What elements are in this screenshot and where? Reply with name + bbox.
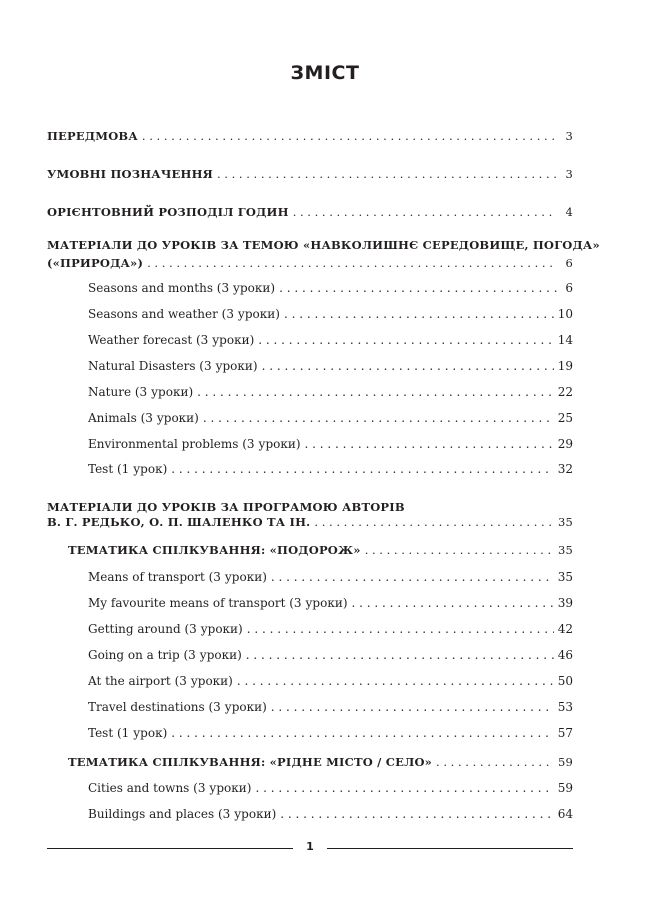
toc-subentry[interactable] bbox=[88, 596, 573, 610]
section-heading-line1: МАТЕРІАЛИ ДО УРОКІВ ЗА ТЕМОЮ «НАВКОЛИШНЄ СЕРЕДОВИЩЕ, ПОГОДА» bbox=[47, 238, 600, 252]
toc-entry-label: Seasons and weather (3 уроки) bbox=[88, 307, 280, 321]
toc-page-number: 6 bbox=[565, 281, 573, 295]
toc-page-number: 32 bbox=[557, 462, 573, 476]
toc-entry-section1[interactable] bbox=[47, 256, 573, 270]
toc-entry-label: Animals (3 уроки) bbox=[88, 411, 199, 425]
toc-entry-label: ПЕРЕДМОВА bbox=[47, 129, 138, 143]
toc-entry-label: Environmental problems (3 уроки) bbox=[88, 437, 301, 451]
toc-subentry[interactable] bbox=[88, 781, 573, 795]
toc-subentry[interactable] bbox=[88, 411, 573, 425]
toc-page-number: 46 bbox=[557, 648, 573, 662]
toc-entry-label: Nature (3 уроки) bbox=[88, 385, 194, 399]
toc-page-number: 35 bbox=[557, 515, 573, 529]
toc-subentry[interactable] bbox=[88, 462, 573, 476]
leader-dots bbox=[142, 129, 557, 143]
toc-entry-section2[interactable] bbox=[47, 515, 573, 529]
toc-subentry[interactable] bbox=[88, 674, 573, 688]
toc-entry-label: ТЕМАТИКА СПІЛКУВАННЯ: «ПОДОРОЖ» bbox=[68, 543, 361, 557]
toc-entry-label: Means of transport (3 уроки) bbox=[88, 570, 267, 584]
leader-dots bbox=[280, 807, 553, 821]
toc-page-number: 50 bbox=[557, 674, 573, 688]
toc-page-number: 64 bbox=[557, 807, 573, 821]
footer-rule-left bbox=[47, 848, 293, 849]
leader-dots bbox=[271, 700, 554, 714]
toc-subentry[interactable] bbox=[88, 281, 573, 295]
toc-page-number: 6 bbox=[565, 256, 573, 270]
toc-page-number: 3 bbox=[565, 129, 573, 143]
toc-entry-label: Weather forecast (3 уроки) bbox=[88, 333, 255, 347]
leader-dots bbox=[255, 781, 553, 795]
toc-entry-hours[interactable] bbox=[47, 205, 573, 219]
leader-dots bbox=[305, 437, 554, 451]
toc-page-number: 19 bbox=[557, 359, 573, 373]
leader-dots bbox=[247, 622, 554, 636]
leader-dots bbox=[314, 515, 554, 529]
toc-page-number: 39 bbox=[557, 596, 573, 610]
toc-subentry[interactable] bbox=[88, 700, 573, 714]
toc-entry-label: My favourite means of transport (3 уроки) bbox=[88, 596, 348, 610]
toc-entry-label: At the airport (3 уроки) bbox=[88, 674, 233, 688]
toc-entry-label: Seasons and months (3 уроки) bbox=[88, 281, 276, 295]
toc-subentry[interactable] bbox=[88, 622, 573, 636]
toc-page-number: 42 bbox=[557, 622, 573, 636]
toc-entry-label: Getting around (3 уроки) bbox=[88, 622, 243, 636]
toc-entry-label: ОРІЄНТОВНИЙ РОЗПОДІЛ ГОДИН bbox=[47, 205, 289, 219]
leader-dots bbox=[352, 596, 554, 610]
toc-subentry[interactable] bbox=[88, 359, 573, 373]
toc-subentry[interactable] bbox=[88, 648, 573, 662]
toc-page-number: 35 bbox=[557, 543, 573, 557]
leader-dots bbox=[293, 205, 557, 219]
toc-entry-label: УМОВНІ ПОЗНАЧЕННЯ bbox=[47, 167, 213, 181]
leader-dots bbox=[365, 543, 554, 557]
toc-topic-hometown[interactable] bbox=[68, 755, 573, 769]
toc-subentry[interactable] bbox=[88, 726, 573, 740]
toc-page-number: 57 bbox=[557, 726, 573, 740]
leader-dots bbox=[262, 359, 554, 373]
toc-entry-preface[interactable] bbox=[47, 129, 573, 143]
toc-page-number: 14 bbox=[557, 333, 573, 347]
toc-page-number: 29 bbox=[557, 437, 573, 451]
leader-dots bbox=[258, 333, 553, 347]
leader-dots bbox=[203, 411, 554, 425]
footer-page-number: 1 bbox=[306, 840, 314, 853]
toc-entry-label: Travel destinations (3 уроки) bbox=[88, 700, 267, 714]
footer-rule-right bbox=[327, 848, 573, 849]
toc-subentry[interactable] bbox=[88, 333, 573, 347]
section-heading-line1: МАТЕРІАЛИ ДО УРОКІВ ЗА ПРОГРАМОЮ АВТОРІВ bbox=[47, 500, 405, 514]
toc-entry-label: Test (1 урок) bbox=[88, 462, 168, 476]
toc-page-number: 35 bbox=[557, 570, 573, 584]
leader-dots bbox=[171, 726, 553, 740]
toc-subentry[interactable] bbox=[88, 307, 573, 321]
leader-dots bbox=[171, 462, 553, 476]
leader-dots bbox=[436, 755, 554, 769]
toc-page-number: 10 bbox=[557, 307, 573, 321]
toc-subentry[interactable] bbox=[88, 385, 573, 399]
toc-entry-label: Cities and towns (3 уроки) bbox=[88, 781, 252, 795]
toc-page-number: 22 bbox=[557, 385, 573, 399]
toc-entry-label: Going on a trip (3 уроки) bbox=[88, 648, 242, 662]
leader-dots bbox=[271, 570, 554, 584]
toc-subentry[interactable] bbox=[88, 570, 573, 584]
toc-entry-symbols[interactable] bbox=[47, 167, 573, 181]
leader-dots bbox=[197, 385, 554, 399]
toc-entry-label: В. Г. РЕДЬКО, О. П. ШАЛЕНКО ТА ІН. bbox=[47, 515, 311, 529]
leader-dots bbox=[279, 281, 557, 295]
leader-dots bbox=[147, 256, 557, 270]
leader-dots bbox=[237, 674, 554, 688]
toc-entry-label: ТЕМАТИКА СПІЛКУВАННЯ: «РІДНЕ МІСТО / СЕЛО» bbox=[68, 755, 433, 769]
toc-page-number: 4 bbox=[565, 205, 573, 219]
leader-dots bbox=[217, 167, 557, 181]
toc-page-number: 59 bbox=[557, 781, 573, 795]
toc-subentry[interactable] bbox=[88, 807, 573, 821]
toc-subentry[interactable] bbox=[88, 437, 573, 451]
toc-page-number: 25 bbox=[557, 411, 573, 425]
page-title: ЗМІСТ bbox=[290, 62, 360, 84]
leader-dots bbox=[284, 307, 554, 321]
leader-dots bbox=[246, 648, 554, 662]
toc-topic-travel[interactable] bbox=[68, 543, 573, 557]
toc-entry-label: («ПРИРОДА») bbox=[47, 256, 144, 270]
toc-page-number: 3 bbox=[565, 167, 573, 181]
toc-page-number: 59 bbox=[557, 755, 573, 769]
toc-page-number: 53 bbox=[557, 700, 573, 714]
toc-entry-label: Buildings and places (3 уроки) bbox=[88, 807, 277, 821]
toc-entry-label: Natural Disasters (3 уроки) bbox=[88, 359, 258, 373]
toc-entry-label: Test (1 урок) bbox=[88, 726, 168, 740]
